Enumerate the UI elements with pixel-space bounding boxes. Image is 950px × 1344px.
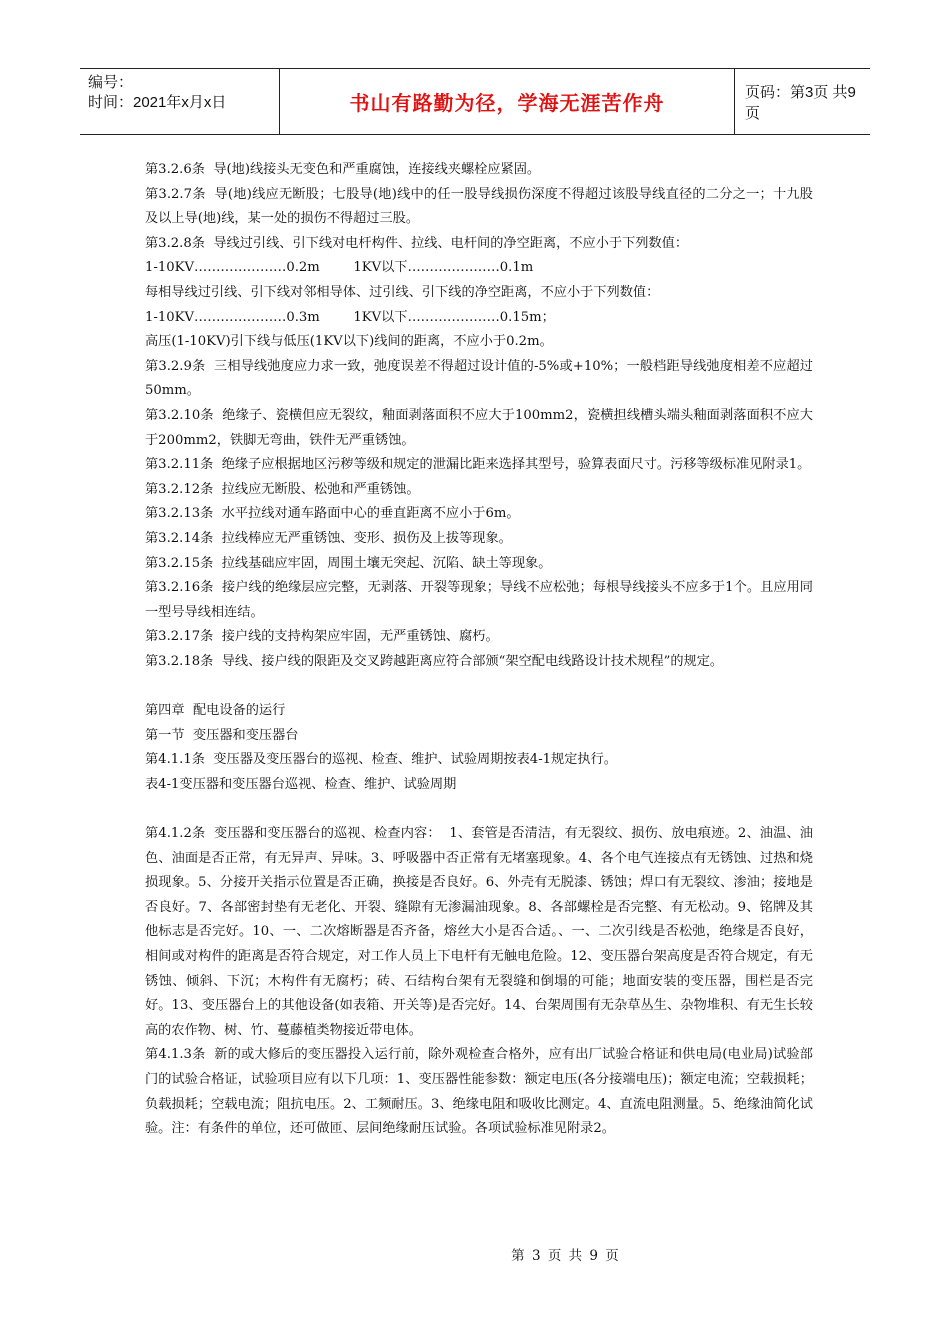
header-motto: 书山有路勤为径，学海无涯苦作舟 <box>280 69 735 134</box>
section-heading: 第一节 变压器和变压器台 <box>145 727 299 743</box>
paragraph-3-2-13: 第3.2.13条 水平拉线对通车路面中心的垂直距离不应小于6m。 <box>145 506 520 522</box>
page-header <box>80 68 870 135</box>
paragraph-4-1-2: 第4.1.2条 变压器和变压器台的巡视、检查内容： 1、套管是否清洁，有无裂纹、损伤、放电痕迹。2、油温、油色、油面是否正常，有无异声、异味。3、呼吸器中否正常有无堵塞现象。4、各个电气连接点有无锈蚀、过热和烧损现象。5、分接开关指示位置是否正确，换接是否良好。6、外壳有无脱漆、锈蚀；焊口有无裂纹、渗油；接地是否良好。7、各部密封垫有无老化、开裂、缝隙有无渗漏油现象。8、各部螺栓是否完整、有无松动。9、铭牌及其他标志是否完好。10、一、二次熔断器是否齐备，熔丝大小是否合适。、一、二次引线是否松弛，绝缘是否良好，相间或对构件的距离是否符合规定，对工作人员上下电杆有无触电危险。12、变压器台架高度是否符合规定，有无锈蚀、倾斜、下沉；木构件有无腐朽；砖、石结构台架有无裂缝和倒塌的可能；地面安装的变压器，围栏是否完好。13、变压器台上的其他设备(如表箱、开关等)是否完好。14、台架周围有无杂草丛生、杂物堆积、有无生长较高的农作物、树、竹、蔓藤植类物接近带电体。 <box>145 826 813 1038</box>
paragraph-high-low-voltage: 高压(1-10KV)引下线与低压(1KV以下)线间的距离，不应小于0.2m。 <box>145 334 553 350</box>
paragraph-3-2-8: 第3.2.8条 导线过引线、引下线对电杆构件、拉线、电杆间的净空距离，不应小于下列数值： <box>145 235 689 251</box>
document-body <box>145 158 813 1142</box>
paragraph-3-2-6: 第3.2.6条 导(地)线接头无变色和严重腐蚀，连接线夹螺栓应紧固。 <box>145 162 541 177</box>
paragraph-4-1-1: 第4.1.1条 变压器及变压器台的巡视、检查、维护、试验周期按表4-1规定执行。 <box>145 752 617 768</box>
document-number-label: 编号： <box>88 74 134 91</box>
page-footer: 第 3 页 共 9 页 <box>511 1248 619 1264</box>
clearance-values-line-1: 1-10KV…………………0.2m 1KV以下…………………0.1m <box>145 260 534 276</box>
table-caption: 表4-1变压器和变压器台巡视、检查、维护、试验周期 <box>145 776 457 792</box>
paragraph-3-2-10: 第3.2.10条 绝缘子、瓷横但应无裂纹，釉面剥落面积不应大于100mm2，瓷横担线槽头端头釉面剥落面积不应大于200mm2，铁脚无弯曲，铁件无严重锈蚀。 <box>145 407 813 448</box>
paragraph-3-2-16: 第3.2.16条 接户线的绝缘层应完整，无剥落、开裂等现象；导线不应松弛；每根导线接头不应多于1个。且应用同一型号导线相连结。 <box>145 580 813 620</box>
paragraph-3-2-15: 第3.2.15条 拉线基础应牢固，周围土壤无突起、沉陷、缺土等现象。 <box>145 555 552 571</box>
paragraph-3-2-18: 第3.2.18条 导线、接户线的限距及交叉跨越距离应符合部颁“架空配电线路设计技术规程”的规定。 <box>145 653 724 669</box>
paragraph-4-1-3: 第4.1.3条 新的或大修后的变压器投入运行前，除外观检查合格外，应有出厂试验合格证和供电局(电业局)试验部门的试验合格证，试验项目应有以下几项：1、变压器性能参数：额定电压(各分接端电压)；额定电流；空载损耗；负载损耗；空载电流；阻抗电压。2、工频耐压。3、绝缘电阻和吸收比测定。4、直流电阻测量。5、绝缘油简化试验。注：有条件的单位，还可做匝、层间绝缘耐压试验。各项试验标准见附录2。 <box>145 1047 813 1137</box>
clearance-values-line-2: 1-10KV…………………0.3m 1KV以下…………………0.15m； <box>145 309 555 325</box>
paragraph-adjacent-phase: 每相导线过引线、引下线对邻相导体、过引线、引下线的净空距离，不应小于下列数值： <box>145 284 660 300</box>
paragraph-3-2-11: 第3.2.11条 绝缘子应根据地区污秽等级和规定的泄漏比距来选择其型号，验算表面尺寸。污移等级标准见附录1。 <box>145 457 811 473</box>
paragraph-3-2-17: 第3.2.17条 接户线的支持构架应牢固，无严重锈蚀、腐朽。 <box>145 629 499 645</box>
chapter-heading: 第四章 配电设备的运行 <box>145 703 286 719</box>
paragraph-3-2-14: 第3.2.14条 拉线棒应无严重锈蚀、变形、损伤及上拔等现象。 <box>145 530 512 546</box>
paragraph-3-2-12: 第3.2.12条 拉线应无断股、松弛和严重锈蚀。 <box>145 481 420 497</box>
header-page-label: 页码：第3页 共9页 <box>745 83 856 122</box>
paragraph-3-2-7: 第3.2.7条 导(地)线应无断股；七股导(地)线中的任一股导线损伤深度不得超过该股导线直径的二分之一；十九股及以上导(地)线，某一处的损伤不得超过三股。 <box>145 186 813 227</box>
document-date-label: 时间：2021年x月x日 <box>88 94 227 111</box>
paragraph-3-2-9: 第3.2.9条 三相导线弛度应力求一致，弛度误差不得超过设计值的-5%或+10%；一般档距导线弛度相差不应超过50mm。 <box>145 358 813 399</box>
header-left-cell <box>80 69 280 134</box>
